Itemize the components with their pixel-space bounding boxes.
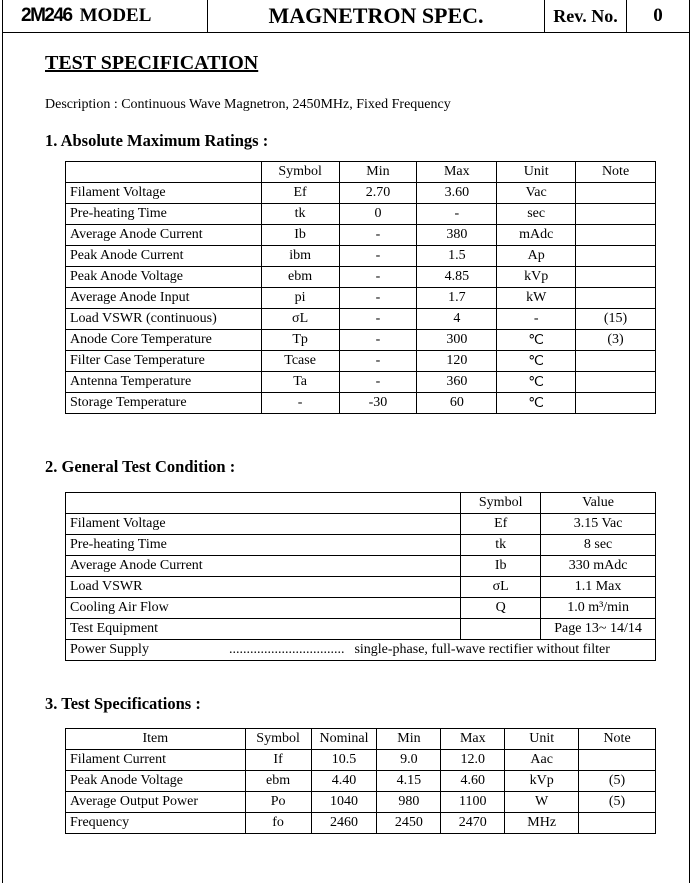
- table-row: [66, 535, 656, 556]
- table-cell: 980: [377, 792, 441, 813]
- table-cell: tk: [461, 535, 541, 556]
- table-cell: -: [339, 288, 417, 309]
- power-supply-label: Power Supply: [70, 642, 149, 657]
- section1-title: 1. Absolute Maximum Ratings :: [45, 131, 269, 150]
- table-cell: 1040: [311, 792, 377, 813]
- spec-title: MAGNETRON SPEC.: [208, 0, 545, 32]
- column-header: Unit: [505, 729, 579, 750]
- table-row: [66, 514, 656, 535]
- table-cell: sec: [497, 204, 576, 225]
- table-cell: 380: [417, 225, 497, 246]
- column-header: Symbol: [245, 729, 311, 750]
- table-cell: [576, 267, 656, 288]
- column-header: Unit: [497, 162, 576, 183]
- model-code: 2M246: [21, 5, 72, 26]
- table-cell: ℃: [497, 351, 576, 372]
- table-row: [66, 183, 656, 204]
- row-label: Average Output Power: [66, 792, 246, 813]
- table-cell: [576, 351, 656, 372]
- table-cell: fo: [245, 813, 311, 834]
- table-cell: 300: [417, 330, 497, 351]
- table-cell: -: [417, 204, 497, 225]
- section2-title: 2. General Test Condition :: [45, 457, 236, 476]
- column-header: Value: [541, 493, 656, 514]
- table-cell: Tcase: [261, 351, 339, 372]
- table-row: [66, 204, 656, 225]
- table-cell: W: [505, 792, 579, 813]
- table-cell: 120: [417, 351, 497, 372]
- table-cell: 3.60: [417, 183, 497, 204]
- table-cell: σL: [261, 309, 339, 330]
- rev-value: 0: [653, 5, 663, 26]
- table-row: [66, 246, 656, 267]
- table-cell: MHz: [505, 813, 579, 834]
- table-cell: 360: [417, 372, 497, 393]
- model-label: MODEL: [79, 5, 152, 26]
- table-cell: [576, 204, 656, 225]
- table-cell: -: [497, 309, 576, 330]
- table-cell: Page 13~ 14/14: [541, 619, 656, 640]
- table-cell: 1.5: [417, 246, 497, 267]
- table-cell: pi: [261, 288, 339, 309]
- table-cell: [576, 372, 656, 393]
- row-label: Filter Case Temperature: [66, 351, 262, 372]
- table-cell: ebm: [245, 771, 311, 792]
- table-cell: -30: [339, 393, 417, 414]
- table-row: [66, 288, 656, 309]
- table-cell: ℃: [497, 372, 576, 393]
- table-row: [66, 640, 656, 661]
- column-header: Max: [441, 729, 505, 750]
- table-row: [66, 792, 656, 813]
- table-cell: 4: [417, 309, 497, 330]
- table-cell: 1.1 Max: [541, 577, 656, 598]
- table-cell: 10.5: [311, 750, 377, 771]
- table-cell: 3.15 Vac: [541, 514, 656, 535]
- table-cell: -: [339, 351, 417, 372]
- leader-dots: .................................: [228, 642, 345, 657]
- row-label: Load VSWR (continuous): [66, 309, 262, 330]
- row-label: Antenna Temperature: [66, 372, 262, 393]
- document-title: TEST SPECIFICATION: [45, 52, 259, 74]
- table-cell: 0: [339, 204, 417, 225]
- table-cell: 1.7: [417, 288, 497, 309]
- row-label: Average Anode Input: [66, 288, 262, 309]
- table-cell: -: [339, 246, 417, 267]
- row-label: Cooling Air Flow: [66, 598, 461, 619]
- table-cell: Vac: [497, 183, 576, 204]
- row-label: Frequency: [66, 813, 246, 834]
- table-cell: 12.0: [441, 750, 505, 771]
- table-header-row: [66, 162, 656, 183]
- table-header-row: [66, 729, 656, 750]
- power-supply-cell: [66, 640, 656, 661]
- row-label: Peak Anode Current: [66, 246, 262, 267]
- table-cell: 1.0 m³/min: [541, 598, 656, 619]
- table-cell: 330 mAdc: [541, 556, 656, 577]
- table-cell: kW: [497, 288, 576, 309]
- table-row: [66, 330, 656, 351]
- row-label: Load VSWR: [66, 577, 461, 598]
- column-header: Note: [576, 162, 656, 183]
- table-cell: -: [261, 393, 339, 414]
- table-row: [66, 598, 656, 619]
- table-cell: 8 sec: [541, 535, 656, 556]
- table-cell: 2450: [377, 813, 441, 834]
- table-row: [66, 813, 656, 834]
- power-supply-value: single-phase, full-wave rectifier without filter: [354, 642, 610, 657]
- table-cell: 60: [417, 393, 497, 414]
- table-cell: Ef: [261, 183, 339, 204]
- table-cell: ℃: [497, 330, 576, 351]
- table-cell: -: [339, 330, 417, 351]
- table-row: [66, 771, 656, 792]
- table-cell: -: [339, 267, 417, 288]
- table-cell: Ef: [461, 514, 541, 535]
- column-header: Min: [377, 729, 441, 750]
- table-row: [66, 351, 656, 372]
- table-cell: [576, 183, 656, 204]
- table-row: [66, 372, 656, 393]
- table-cell: [579, 750, 656, 771]
- rev-label: Rev. No.: [545, 0, 627, 32]
- table-cell: kVp: [505, 771, 579, 792]
- column-header: Item: [66, 729, 246, 750]
- table-cell: -: [339, 309, 417, 330]
- row-label: Peak Anode Voltage: [66, 771, 246, 792]
- row-label: Test Equipment: [66, 619, 461, 640]
- row-label: Average Anode Current: [66, 556, 461, 577]
- table-header-row: [66, 493, 656, 514]
- row-label: Filament Voltage: [66, 514, 461, 535]
- column-header: Nominal: [311, 729, 377, 750]
- column-header: [66, 162, 262, 183]
- table-row: [66, 225, 656, 246]
- table-cell: [576, 246, 656, 267]
- table-cell: Ta: [261, 372, 339, 393]
- table-cell: (5): [579, 792, 656, 813]
- table-row: [66, 309, 656, 330]
- row-label: Pre-heating Time: [66, 204, 262, 225]
- row-label: Average Anode Current: [66, 225, 262, 246]
- table-cell: (5): [579, 771, 656, 792]
- table-cell: -: [339, 225, 417, 246]
- table-cell: 1100: [441, 792, 505, 813]
- table-cell: 4.40: [311, 771, 377, 792]
- table-cell: 4.60: [441, 771, 505, 792]
- table-cell: (15): [576, 309, 656, 330]
- table-cell: 9.0: [377, 750, 441, 771]
- table-row: [66, 393, 656, 414]
- table-cell: (3): [576, 330, 656, 351]
- table-cell: If: [245, 750, 311, 771]
- table-cell: Ap: [497, 246, 576, 267]
- row-label: Storage Temperature: [66, 393, 262, 414]
- column-header: Max: [417, 162, 497, 183]
- table-cell: Q: [461, 598, 541, 619]
- table-row: [66, 267, 656, 288]
- table-cell: -: [339, 372, 417, 393]
- condition-table: [65, 492, 656, 661]
- row-label: Anode Core Temperature: [66, 330, 262, 351]
- table-cell: Aac: [505, 750, 579, 771]
- table-cell: kVp: [497, 267, 576, 288]
- table-cell: mAdc: [497, 225, 576, 246]
- table-row: [66, 750, 656, 771]
- table-row: [66, 577, 656, 598]
- table-cell: Po: [245, 792, 311, 813]
- table-cell: Ib: [261, 225, 339, 246]
- table-cell: [461, 619, 541, 640]
- row-label: Filament Voltage: [66, 183, 262, 204]
- description: Description : Continuous Wave Magnetron, 2450MHz, Fixed Frequency: [45, 97, 451, 112]
- column-header: Min: [339, 162, 417, 183]
- table-row: [66, 619, 656, 640]
- table-cell: [579, 813, 656, 834]
- table-cell: [576, 393, 656, 414]
- table-cell: 2470: [441, 813, 505, 834]
- column-header: Symbol: [261, 162, 339, 183]
- table-cell: [576, 225, 656, 246]
- table-cell: 4.15: [377, 771, 441, 792]
- table-cell: ibm: [261, 246, 339, 267]
- column-header: [66, 493, 461, 514]
- table-row: [66, 556, 656, 577]
- section3-title: 3. Test Specifications :: [45, 694, 201, 713]
- table-cell: 2460: [311, 813, 377, 834]
- column-header: Symbol: [461, 493, 541, 514]
- table-cell: 4.85: [417, 267, 497, 288]
- table-cell: ebm: [261, 267, 339, 288]
- row-label: Peak Anode Voltage: [66, 267, 262, 288]
- table-cell: σL: [461, 577, 541, 598]
- column-header: Note: [579, 729, 656, 750]
- model-cell: [3, 0, 208, 32]
- test-spec-table: [65, 728, 656, 834]
- ratings-table: [65, 161, 656, 414]
- header-bar: [3, 0, 689, 33]
- table-cell: tk: [261, 204, 339, 225]
- row-label: Filament Current: [66, 750, 246, 771]
- row-label: Pre-heating Time: [66, 535, 461, 556]
- table-cell: Tp: [261, 330, 339, 351]
- table-cell: Ib: [461, 556, 541, 577]
- table-cell: 2.70: [339, 183, 417, 204]
- table-cell: ℃: [497, 393, 576, 414]
- table-cell: [576, 288, 656, 309]
